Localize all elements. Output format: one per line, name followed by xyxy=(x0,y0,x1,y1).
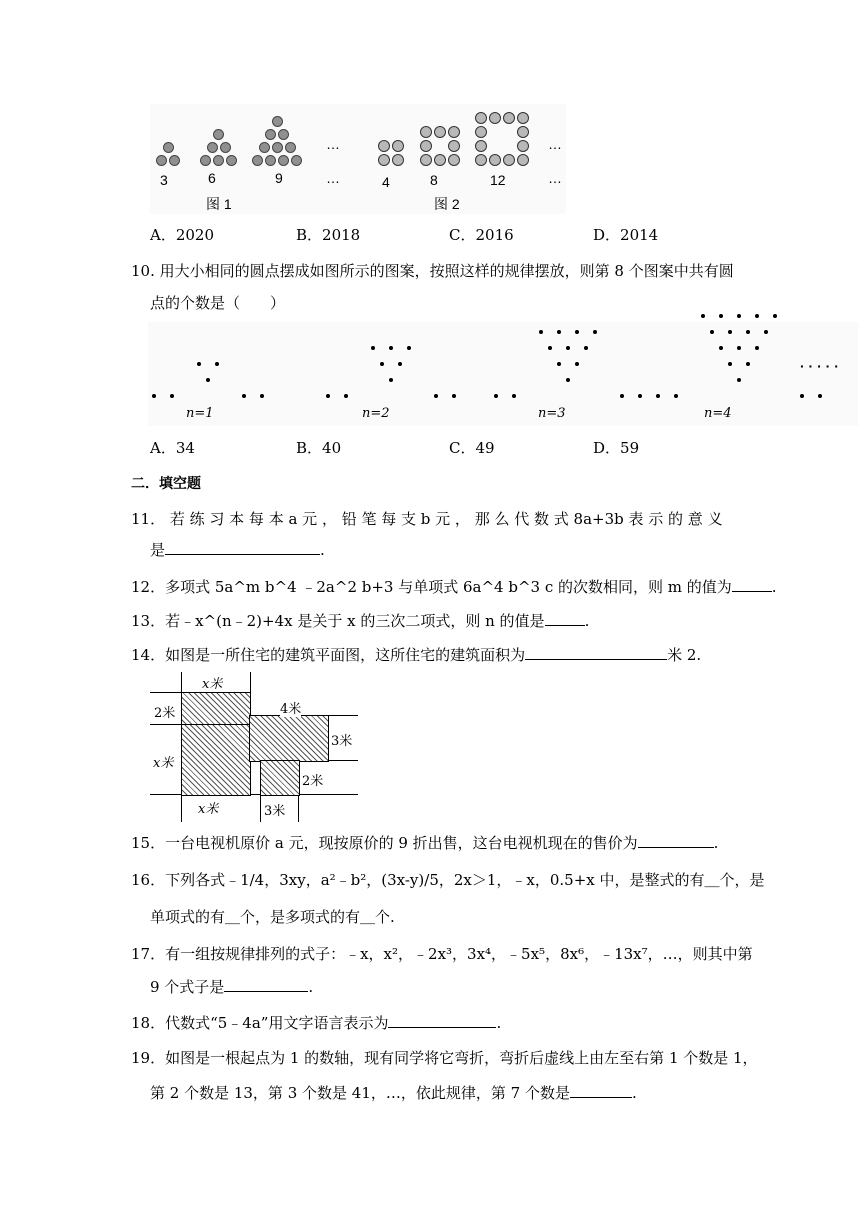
fig10-dot xyxy=(494,394,498,398)
fig10-dot xyxy=(746,330,750,334)
q11-line-2: 是 . xyxy=(150,541,325,559)
fig10-dot xyxy=(728,362,732,366)
fig9-triangle-dot xyxy=(213,155,224,166)
q10-option-c: C．49 xyxy=(449,439,495,457)
q18-text: 18．代数式“5﹣4a”用文字语言表示为 xyxy=(131,1014,389,1032)
fig10-dot xyxy=(206,378,210,382)
fig10-dot xyxy=(260,394,264,398)
fig9-square-dot xyxy=(475,154,487,166)
fig10-dot xyxy=(380,362,384,366)
fig10-dot xyxy=(719,346,723,350)
fig9-triangle-dot xyxy=(265,155,276,166)
dim-left-2: 2米 xyxy=(154,702,175,721)
fig10-dot xyxy=(701,314,705,318)
fig9-ellipsis-1: … xyxy=(326,136,340,152)
fig9-square-dot xyxy=(517,140,529,152)
dim-bottom-3: 3米 xyxy=(264,800,285,819)
fig9-square-dot xyxy=(392,140,404,152)
fig9-square-dot xyxy=(475,126,487,138)
fig9-label-3: 3 xyxy=(160,172,168,188)
q16-line-1: 16．下列各式﹣1/4，3xy，a²﹣b²，(3x-y)/5，2x＞1，﹣x，0.5+x 中，是整式的有＿个，是 xyxy=(131,871,765,889)
q12-text: 12．多项式 5a^m b^4 ﹣2a^2 b+3 与单项式 6a^4 b^3 c 的次数相同，则 m 的值为 xyxy=(131,578,732,596)
fig10-dot xyxy=(152,394,156,398)
q17-line-1: 17．有一组按规律排列的式子：﹣x，x²，﹣2x³，3x⁴，﹣5x⁵，8x⁶，﹣13x⁷，…，则其中第 xyxy=(131,945,753,963)
floorplan-room-top-left xyxy=(181,692,251,726)
q11-line-2-text: 是 xyxy=(150,541,166,559)
fig9-square-dot xyxy=(434,126,446,138)
fig9-square-dot xyxy=(448,140,460,152)
fig9-triangle-dot xyxy=(278,129,289,140)
fig9-ellipsis-2: … xyxy=(548,136,562,152)
fig10-dot xyxy=(434,394,438,398)
fig10-dot xyxy=(452,394,456,398)
fig9-square-dot xyxy=(503,112,515,124)
fig9-triangle-dot xyxy=(272,142,283,153)
q11-answer-blank[interactable] xyxy=(165,540,320,555)
fig9-triangle-dot xyxy=(272,116,283,127)
fig10-dot xyxy=(575,330,579,334)
fig10-dot xyxy=(407,346,411,350)
fig9-label-8: 8 xyxy=(430,172,438,188)
fig9-triangle-dot xyxy=(220,142,231,153)
fig9-square-dot xyxy=(517,112,529,124)
fig9-triangle-dot xyxy=(213,129,224,140)
fig9-triangle-dot xyxy=(285,142,296,153)
fig10-dot xyxy=(656,394,660,398)
fig9-triangle-dot xyxy=(200,155,211,166)
fig9-square-dot xyxy=(448,154,460,166)
section-fill-in-title: 二．填空题 xyxy=(131,476,201,492)
fig10-dot xyxy=(719,314,723,318)
fig9-caption-1: 图 1 xyxy=(206,196,232,212)
fig10-dot xyxy=(566,346,570,350)
fig9-triangle-dot xyxy=(207,142,218,153)
fig10-dot xyxy=(170,394,174,398)
q10-line-2: 点的个数是（ ） xyxy=(150,294,286,312)
floorplan-room-left xyxy=(181,724,251,796)
fig10-dot xyxy=(557,330,561,334)
q13: 13．若﹣x^(n﹣2)+4x 是关于 x 的三次二项式，则 n 的值是 . xyxy=(131,612,590,630)
dim-left-x: x米 xyxy=(153,752,173,771)
fig10-dot xyxy=(764,330,768,334)
fig9-label-4: 4 xyxy=(382,174,390,190)
fig9-square-dot xyxy=(378,140,390,152)
q9-option-a: A．2020 xyxy=(150,226,215,244)
q10-option-a: A．34 xyxy=(150,439,195,457)
q10-line-1: 10. 用大小相同的圆点摆成如图所示的图案，按照这样的规律摆放，则第 8 个图案中共有圆 xyxy=(131,262,734,280)
figure-q9 xyxy=(150,104,566,214)
fig10-dot xyxy=(800,394,804,398)
fig9-triangle-dot xyxy=(163,142,174,153)
q14-answer-blank[interactable] xyxy=(525,645,667,660)
q10-option-d: D．59 xyxy=(593,439,640,457)
q13-text: 13．若﹣x^(n﹣2)+4x 是关于 x 的三次二项式，则 n 的值是 xyxy=(131,612,545,630)
q9-option-c: C．2016 xyxy=(449,226,514,244)
fig10-ellipsis: · · · · · xyxy=(800,358,839,374)
fig9-square-dot xyxy=(475,112,487,124)
fig9-label-9: 9 xyxy=(275,170,283,186)
fig9-triangle-dot xyxy=(265,129,276,140)
fig10-dot xyxy=(215,362,219,366)
fig10-dot xyxy=(557,362,561,366)
fig10-dot xyxy=(674,394,678,398)
fig9-square-dot xyxy=(489,154,501,166)
fig9-square-dot xyxy=(448,126,460,138)
figure-q10 xyxy=(148,322,858,426)
fig10-dot xyxy=(566,378,570,382)
floorplan-room-bottom xyxy=(260,760,300,796)
fig10-dot xyxy=(344,394,348,398)
q9-option-d: D．2014 xyxy=(593,226,659,244)
fig10-label-n2: n=2 xyxy=(362,406,390,421)
fig10-label-n3: n=3 xyxy=(538,406,566,421)
q12: 12．多项式 5a^m b^4 ﹣2a^2 b+3 与单项式 6a^4 b^3 c 的次数相同，则 m 的值为 . xyxy=(131,578,777,596)
fig10-dot xyxy=(593,330,597,334)
fig10-dot xyxy=(755,346,759,350)
fig10-dot xyxy=(389,378,393,382)
q14-unit: 米 2. xyxy=(667,646,702,664)
fig9-square-dot xyxy=(420,154,432,166)
fig10-dot xyxy=(710,330,714,334)
fig9-triangle-dot xyxy=(252,155,263,166)
fig10-dot xyxy=(584,346,588,350)
fig9-square-dot xyxy=(489,112,501,124)
q18: 18．代数式“5﹣4a”用文字语言表示为 . xyxy=(131,1014,502,1032)
dim-right-3: 3米 xyxy=(331,730,352,749)
q14 xyxy=(131,645,701,665)
fig10-dot xyxy=(638,394,642,398)
fig10-dot xyxy=(371,346,375,350)
q19-answer-blank[interactable] xyxy=(570,1083,632,1098)
fig9-square-dot xyxy=(392,154,404,166)
q17-line-2: 9 个式子是 . xyxy=(150,978,314,996)
fig9-triangle-dot xyxy=(169,155,180,166)
fig10-dot xyxy=(512,394,516,398)
fig10-dot xyxy=(197,362,201,366)
fig9-triangle-dot xyxy=(278,155,289,166)
fig9-label-6: 6 xyxy=(208,170,216,186)
fig10-dot xyxy=(242,394,246,398)
fig10-label-n4: n=4 xyxy=(704,406,732,421)
q16-line-2: 单项式的有＿个，是多项式的有＿个. xyxy=(150,908,395,926)
fig10-dot xyxy=(728,330,732,334)
fig10-dot xyxy=(620,394,624,398)
q9-option-b: B．2018 xyxy=(296,226,361,244)
q17-line-2-text: 9 个式子是 xyxy=(150,978,225,996)
fig10-label-n1: n=1 xyxy=(186,406,214,421)
figure-q14-floorplan xyxy=(150,672,360,822)
q11-line-1: 11． 若 练 习 本 每 本 a 元 ， 铅 笔 每 支 b 元 ， 那 么 代 数 式 8a+3b 表 示 的 意 义 xyxy=(131,510,723,528)
fig9-square-dot xyxy=(434,154,446,166)
q19-line-1: 19．如图是一根起点为 1 的数轴，现有同学将它弯折，弯折后虚线上由左至右第 1 个数是 1， xyxy=(131,1049,758,1067)
fig10-dot xyxy=(326,394,330,398)
fig10-dot xyxy=(746,362,750,366)
q15-text: 15．一台电视机原价 a 元，现按原价的 9 折出售，这台电视机现在的售价为 xyxy=(131,834,638,852)
fig10-dot xyxy=(389,346,393,350)
fig9-caption-2: 图 2 xyxy=(434,196,460,212)
dim-bottom-x: x米 xyxy=(198,798,218,817)
fig9-ellipsis-1b: … xyxy=(326,170,340,186)
fig9-square-dot xyxy=(517,126,529,138)
fig9-triangle-dot xyxy=(226,155,237,166)
q12-answer-blank[interactable] xyxy=(732,577,772,592)
dim-right-2: 2米 xyxy=(302,770,323,789)
fig10-dot xyxy=(773,314,777,318)
fig10-dot xyxy=(575,362,579,366)
fig9-square-dot xyxy=(517,154,529,166)
q10-option-b: B．40 xyxy=(296,439,342,457)
dim-mid-4: 4米 xyxy=(280,698,301,717)
q15-answer-blank[interactable] xyxy=(638,833,714,848)
fig10-dot xyxy=(755,314,759,318)
q19-line-2: 第 2 个数是 13，第 3 个数是 41，…，依此规律，第 7 个数是 . xyxy=(150,1084,637,1102)
fig10-dot xyxy=(737,314,741,318)
fig10-dot xyxy=(539,330,543,334)
fig9-square-dot xyxy=(503,154,515,166)
fig10-dot xyxy=(818,394,822,398)
fig10-dot xyxy=(737,346,741,350)
q15: 15．一台电视机原价 a 元，现按原价的 9 折出售，这台电视机现在的售价为 . xyxy=(131,834,719,852)
fig10-dot xyxy=(737,378,741,382)
fig9-square-dot xyxy=(420,126,432,138)
fig9-triangle-dot xyxy=(259,142,270,153)
q19-line-2-text: 第 2 个数是 13，第 3 个数是 41，…，依此规律，第 7 个数是 xyxy=(150,1084,570,1102)
fig9-square-dot xyxy=(420,140,432,152)
fig9-label-12: 12 xyxy=(490,172,506,188)
q17-answer-blank[interactable] xyxy=(224,977,308,992)
q14-text: 14．如图是一所住宅的建筑平面图，这所住宅的建筑面积为 xyxy=(131,646,526,664)
fig9-triangle-dot xyxy=(156,155,167,166)
q18-answer-blank[interactable] xyxy=(388,1013,496,1028)
fig9-triangle-dot xyxy=(291,155,302,166)
dim-top-x: x米 xyxy=(202,673,222,692)
fig9-ellipsis-2b: … xyxy=(548,170,562,186)
q13-answer-blank[interactable] xyxy=(545,611,585,626)
fig10-dot xyxy=(548,346,552,350)
fig10-dot xyxy=(398,362,402,366)
fig9-square-dot xyxy=(475,140,487,152)
fig9-square-dot xyxy=(378,154,390,166)
floorplan-room-middle xyxy=(249,715,329,762)
